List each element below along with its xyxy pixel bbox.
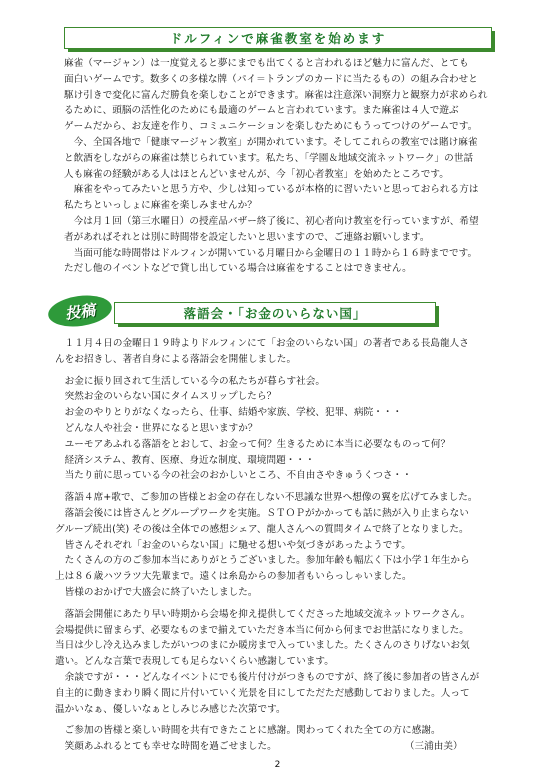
body-line: グループ続出(笑) その後は全体での感想シェア、龍人さんへの質問タイムで終了となりました。 [55,523,469,535]
body-line: 皆さんそれぞれ「お金のいらない国」に馳せる想いや気づきがあったようです。 [55,539,411,551]
body-line: 余談ですが・・・どんなイベントにでも後片付けがつきものですが、終了後に参加者の皆さんが [55,671,480,683]
section2-banner [48,292,500,328]
section2-title-box [114,302,436,324]
body-line: 私たちといっしょに麻雀を楽しみませんか？ [64,200,257,212]
body-line: お金のやりとりがなくなったら、仕事、結婚や家族、学校、犯罪、病院・・・ [55,407,403,419]
body-line: 駆け引きで変化に富んだ勝負を楽しむことができます。麻雀は注意深い洞察力と観察力が求められ [64,89,488,101]
body-line: 麻雀（マージャン）は一度覚えると夢にまでも出てくると言われるほど魅力に富んだ、とても [64,58,469,69]
body-line: 落語会後には皆さんとグループワークを実施。ＳＴＯＰがかかっても話に熱が入り止まらない [55,507,469,519]
body-line: 遣い。どんな言葉で表現しても足らないくらい感謝しています。 [55,656,334,668]
body-line: 会場提供に留まらず、必要なものまで揃えていただき本当に何から何までお世話になりました。 [55,624,469,636]
body-line: １１月４日の金曜日１９時よりドルフィンにて「お金のいらない国」の著者である長島龍人さ [55,338,469,349]
body-line: ゲームだから、お友達を作り、コミュニケーションを楽しむためにもうってつけのゲームです。 [64,121,478,133]
badge-label: 投稿 [63,300,97,323]
body-line: 人も麻雀の経験がある人はほとんどいませんが、今「初心者教室」を始めたところです。 [64,168,449,180]
page-number: 2 [274,760,281,770]
body-line: 上は８６歳ハツラツ大先輩まで。遠くは糸島からの参加者もいらっしゃいました。 [55,571,412,583]
body-line: たくさんの方のご参加本当にありがとうございました。参加年齢も幅広く下は小学１年生から [55,555,470,567]
body-line: 落語会開催にあたり早い時期から会場を抑え提供してくださった地域交流ネットワークさん。 [55,608,471,620]
body-line: 自主的に動きまわり瞬く間に片付いていく光景を目にしてただただ感動しておりました。人って [55,687,470,699]
body-line: 面白いゲームです。数多くの多様な牌（パイ＝トランプのカードに当たるもの）の組み合わせと [64,73,478,85]
body-line: 麻雀をやってみたいと思う方や、少しは知っているが本格的に習いたいと思っておられる方は [64,184,479,196]
body-line: どんな人や社会・世界になると思いますか？ [55,422,258,434]
body-line: 当面可能な時間帯はドルフィンが開いている月曜日から金曜日の１１時から１６時までです。 [64,247,478,259]
body-line: 今、全国各地で「健康マージャン教室」が開かれています。そしてこれらの教室では賭け麻雀 [64,136,478,148]
body-line: 経済システム、教育、医療、身近な制度、環境問題・・・ [55,454,315,466]
contribution-badge [46,292,114,331]
section2-title: 落語会・「お金のいらない国」 [183,306,367,321]
body-line: ただし他のイベントなどで貸し出している場合は麻雀をすることはできません。 [64,263,412,275]
body-line: 当たり前に思っている今の社会のおかしいところ、不自由さやきゅうくつさ・・ [55,470,412,482]
body-line: 今は月１回（第三水曜日）の授産品バザー終了後に、初心者向け教室を行っていますが、希望 [64,215,479,227]
body-line: 落語４席+歌で、ご参加の皆様とお金の存在しない不思議な世界へ想像の翼を広げてみました。 [55,492,478,504]
body-line: ご参加の皆様と楽しい時間を共有できたことに感謝。関わってくれた全ての方に感謝。 [55,725,441,737]
section1-title: ドルフィンで麻雀教室を始めます [169,31,387,46]
body-line: 突然お金のいらない国にタイムスリップしたら？ [55,391,277,403]
body-line: ユーモアあふれる落語をとおして、お金って何？生きるために本当に必要なものって何？ [55,438,451,450]
section1-title-box [64,27,492,49]
body-line-text: 笑顔あふれるとても幸せな時間を過ごせました。 [55,741,277,753]
body-line: んをお招きし、著者自身による落語会を開催しました。 [55,353,297,365]
body-line: お金に振り回されて生活している今の私たちが暮らす社会。 [55,375,326,387]
section2-body [55,336,503,755]
body-line: 温かいなぁ、優しいなぁとしみじみ感じた次第です。 [55,703,286,715]
body-line: と飲酒をしながらの麻雀は禁じられています。私たち、「学園＆地域交流ネットワーク」の世話 [64,152,474,164]
body-line: 者があればそれとは別に時間帯を設定したいと思いますので、ご連絡お願いします。 [64,231,430,243]
author-name: （三浦由美） [404,741,463,753]
body-line: 当日は少し冷え込みましたがいつのまにか暖房まで入っていました。たくさんのさりげないお気 [55,640,470,652]
body-line: るために、頭脳の活性化のためにも最適のゲームと言われています。また麻雀は４人で遊ぶ [64,105,459,117]
body-line: 皆様のおかげで大盛会に終了いたしました。 [55,586,258,598]
body-line-with-author [55,739,503,755]
section1-body [64,56,496,277]
